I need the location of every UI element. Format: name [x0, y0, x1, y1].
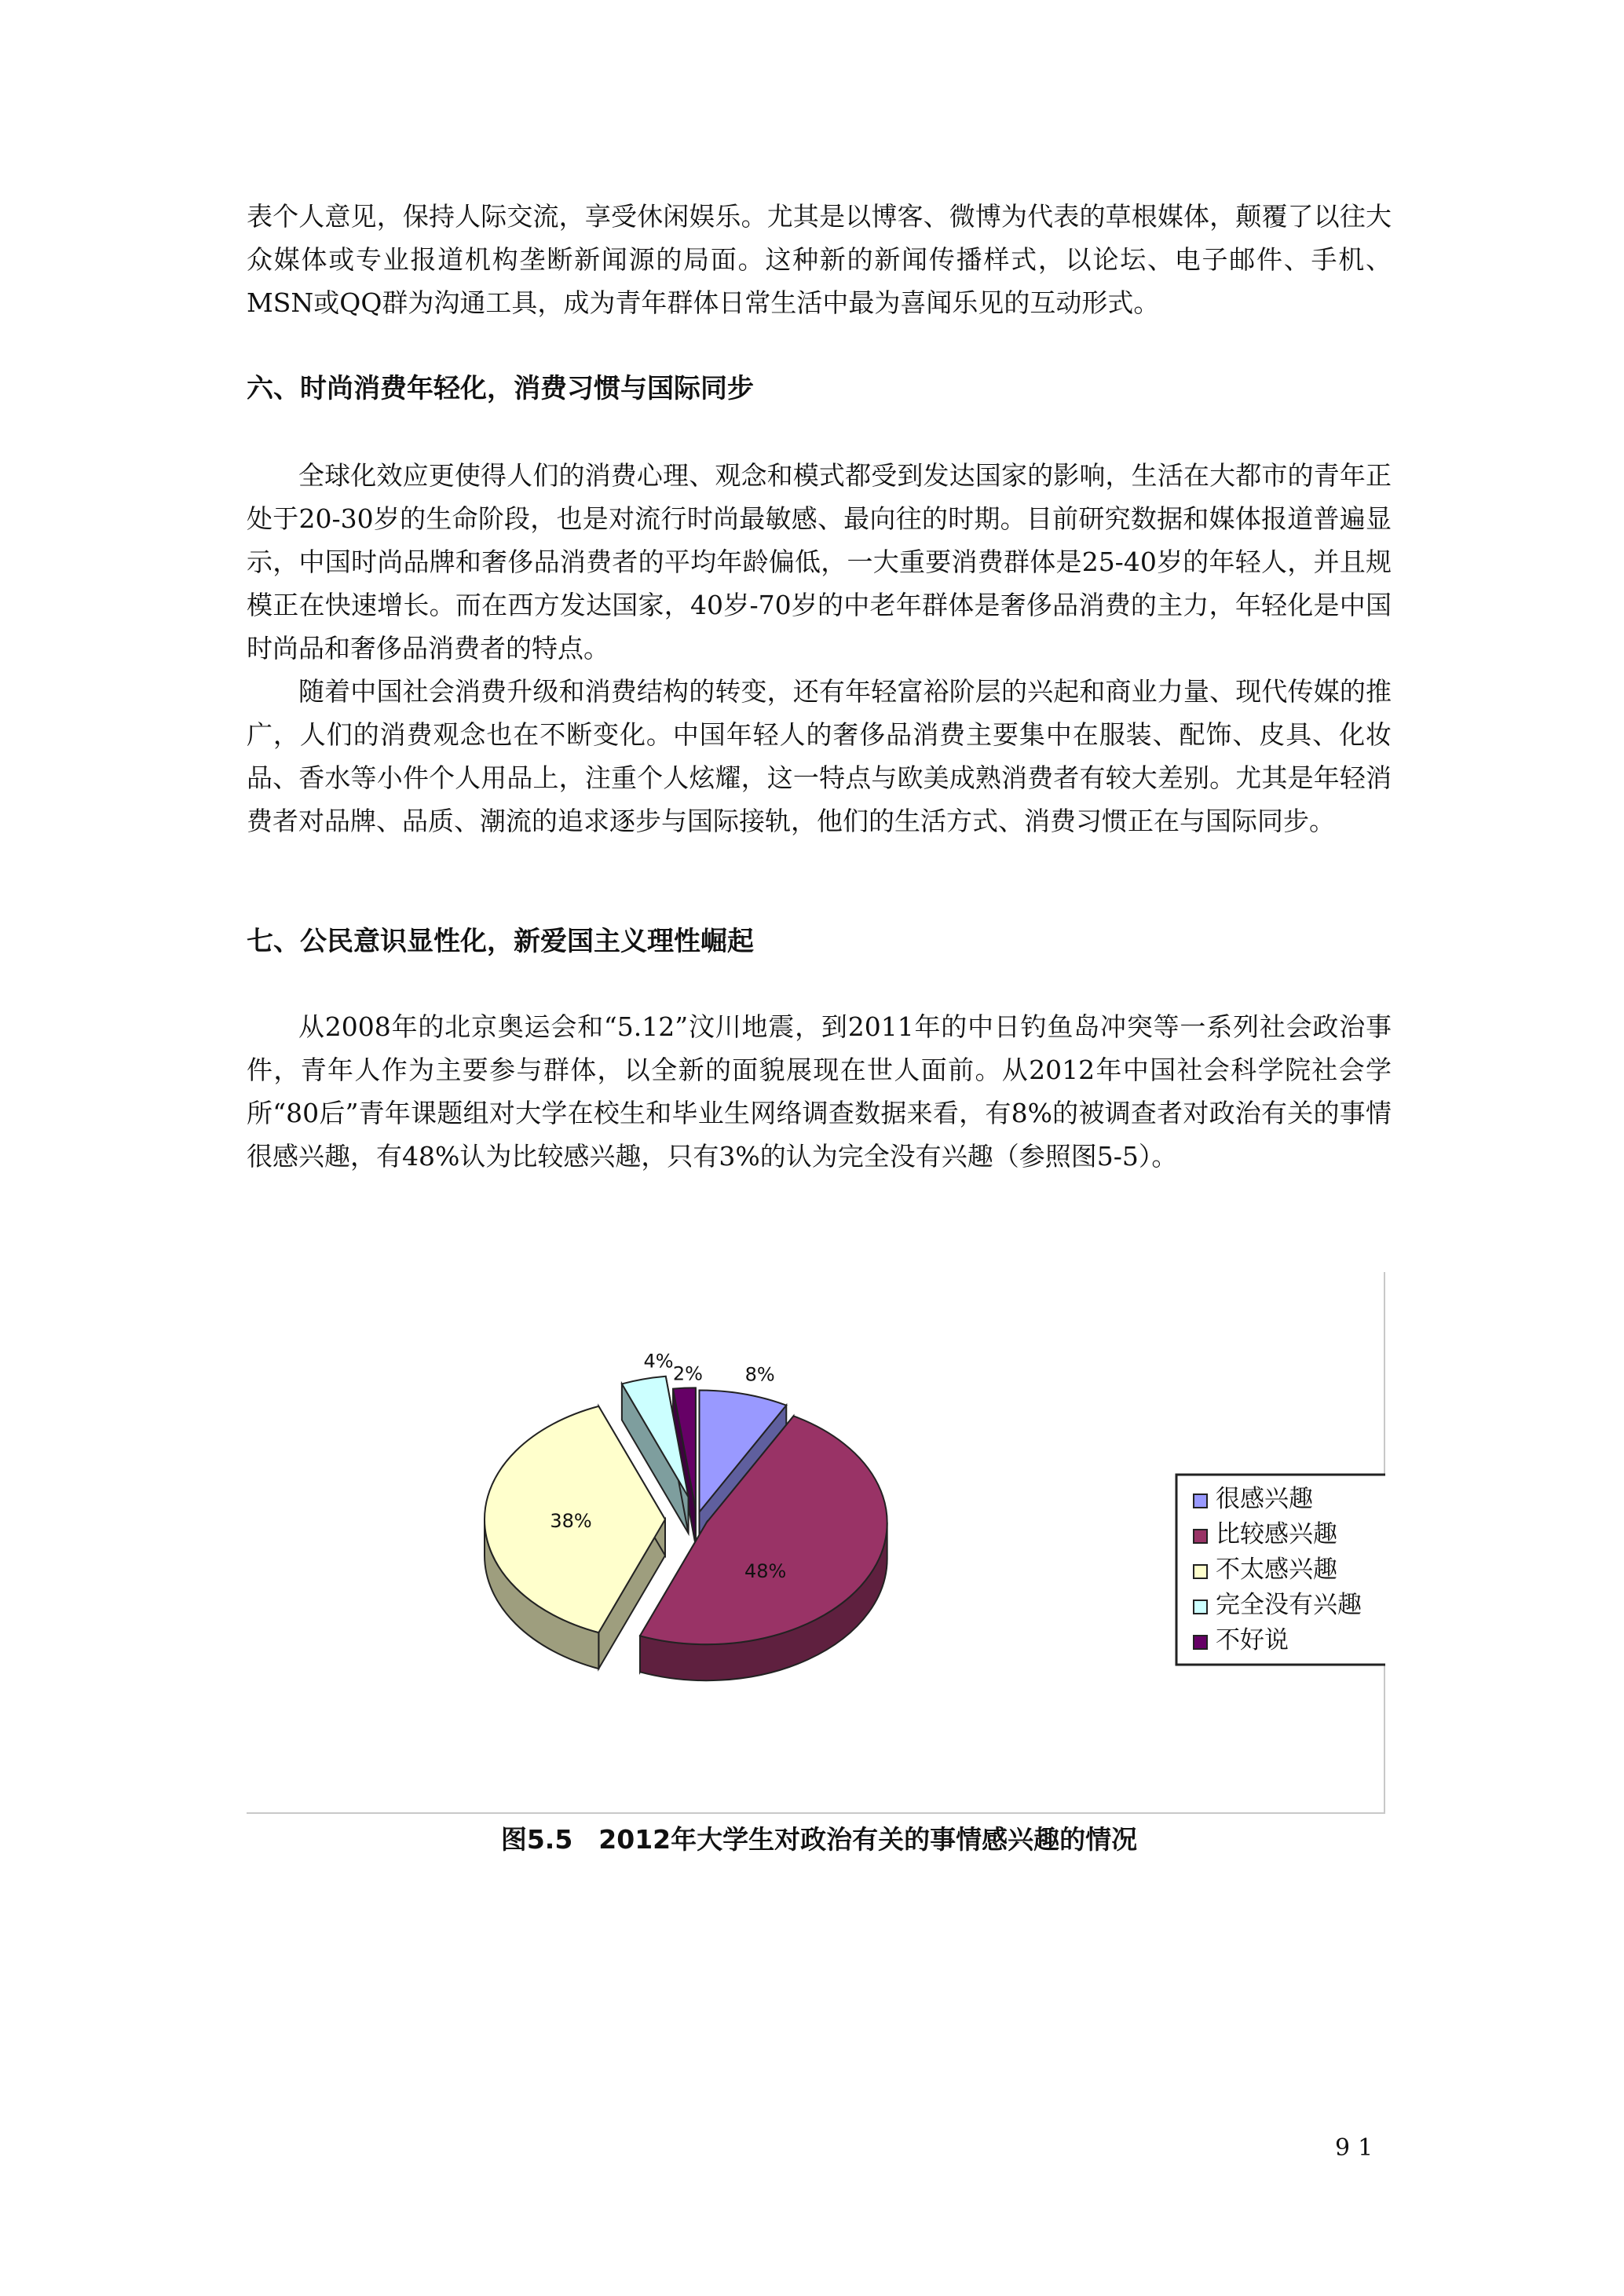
paragraph-4: 从2008年的北京奥运会和“5.12”汶川地震，到2011年的中日钓鱼岛冲突等一系列社会政治事件，青年人作为主要参与群体，以全新的面貌展现在世人面前。从2012年中国社会科学院社会学所“80后”青年课题组对大学在校生和毕业生网络调查数据来看，有8%的被调查者对政治有关的事情很感兴趣，有48%认为比较感兴趣，只有3%的认为完全没有兴趣（参照图5-5）。 — [247, 1011, 1392, 1172]
paragraph-2-block — [247, 454, 1392, 843]
paragraph-2: 全球化效应更使得人们的消费心理、观念和模式都受到发达国家的影响，生活在大都市的青年正处于20-30岁的生命阶段，也是对流行时尚最敏感、最向往的时期。目前研究数据和媒体报道普遍显示，中国时尚品牌和奢侈品消费者的平均年龄偏低，一大重要消费群体是25-40岁的年轻人，并且规模正在快速增长。而在西方发达国家，40岁-70岁的中老年群体是奢侈品消费的主力，年轻化是中国时尚品和奢侈品消费者的特点。 — [247, 460, 1392, 664]
chart-legend — [1176, 1475, 1385, 1665]
section-heading-6: 六、时尚消费年轻化，消费习惯与国际同步 — [247, 373, 754, 404]
legend-label-4: 不好说 — [1216, 1626, 1289, 1654]
pie-chart — [247, 1272, 1385, 1814]
legend-label-2: 不太感兴趣 — [1216, 1556, 1337, 1584]
legend-swatch-1 — [1194, 1530, 1207, 1543]
legend-swatch-4 — [1194, 1636, 1207, 1649]
paragraph-1: 表个人意见，保持人际交流，享受休闲娱乐。尤其是以博客、微博为代表的草根媒体，颠覆了以往大众媒体或专业报道机构垄断新闻源的局面。这种新的新闻传播样式，以论坛、电子邮件、手机、MSN或QQ群为沟通工具，成为青年群体日常生活中最为喜闻乐见的互动形式。 — [247, 201, 1392, 318]
legend-swatch-3 — [1194, 1600, 1207, 1614]
figure-caption: 图5.5 2012年大学生对政治有关的事情感兴趣的情况 — [500, 1824, 1138, 1855]
paragraph-4-block — [247, 1005, 1392, 1178]
legend-label-1: 比较感兴趣 — [1216, 1520, 1337, 1548]
pie-label-1: 48% — [744, 1560, 787, 1583]
legend-swatch-2 — [1194, 1565, 1207, 1578]
paragraph-1-block — [247, 195, 1392, 324]
pie-label-4: 2% — [672, 1362, 703, 1385]
legend-label-0: 很感兴趣 — [1216, 1485, 1313, 1513]
pie-label-2: 38% — [550, 1510, 592, 1532]
paragraph-3: 随着中国社会消费升级和消费结构的转变，还有年轻富裕阶层的兴起和商业力量、现代传媒的推广，人们的消费观念也在不断变化。中国年轻人的奢侈品消费主要集中在服装、配饰、皮具、化妆品、香水等小件个人用品上，注重个人炫耀，这一特点与欧美成熟消费者有较大差别。尤其是年轻消费者对品牌、品质、潮流的追求逐步与国际接轨，他们的生活方式、消费习惯正在与国际同步。 — [247, 676, 1392, 836]
page-number: 91 — [1335, 2134, 1381, 2162]
legend-swatch-0 — [1194, 1494, 1207, 1508]
section-heading-7: 七、公民意识显性化，新爱国主义理性崛起 — [247, 926, 754, 957]
pie-label-3: 4% — [643, 1350, 674, 1373]
pie-label-0: 8% — [744, 1363, 775, 1386]
pie-chart-frame — [247, 1272, 1385, 1814]
legend-label-3: 完全没有兴趣 — [1216, 1591, 1362, 1619]
